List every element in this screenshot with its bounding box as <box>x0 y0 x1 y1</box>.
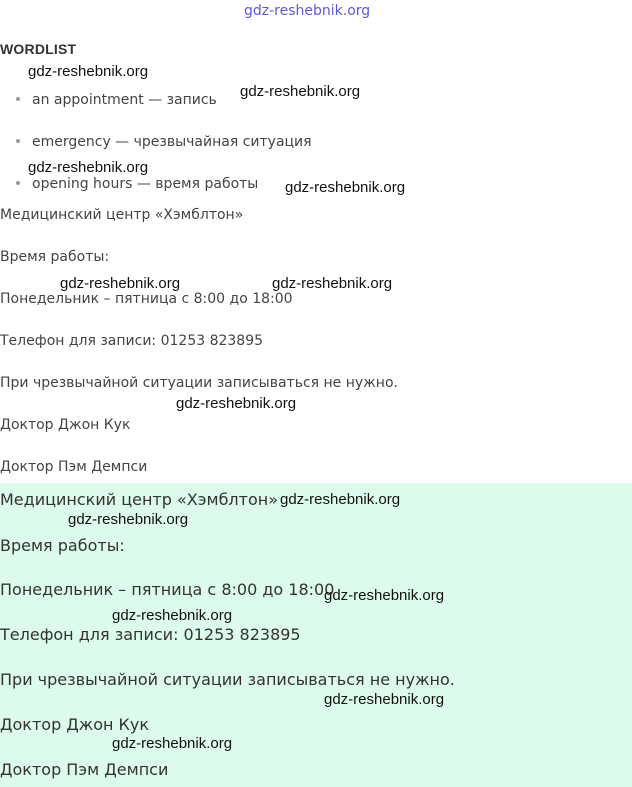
wordlist-item <box>16 177 258 191</box>
watermark: gdz-reshebnik.org <box>68 511 189 528</box>
answer-hours-label: Время работы: <box>0 536 125 555</box>
hours-label: Время работы: <box>0 249 110 265</box>
watermark: gdz-reshebnik.org <box>240 83 361 100</box>
bullet-icon <box>16 139 20 143</box>
watermark: gdz-reshebnik.org <box>280 491 401 508</box>
answer-hours-text: Понедельник – пятница с 8:00 до 18:00 <box>0 580 335 599</box>
center-name: Медицинский центр «Хэмблтон» <box>0 207 244 223</box>
wordlist-item-text: emergency — чрезвычайная ситуация <box>32 134 312 150</box>
doctor-1: Доктор Джон Кук <box>0 417 131 433</box>
watermark: gdz-reshebnik.org <box>272 275 393 292</box>
answer-emergency-text: При чрезвычайной ситуации записываться не нужно. <box>0 670 455 689</box>
watermark: gdz-reshebnik.org <box>176 395 297 412</box>
watermark: gdz-reshebnik.org <box>60 275 181 292</box>
wordlist-item-text: an appointment — запись <box>32 92 217 108</box>
hours-text: Понедельник – пятница с 8:00 до 18:00 <box>0 291 293 307</box>
bullet-icon <box>16 97 20 101</box>
bullet-icon <box>16 181 20 185</box>
wordlist-item-text: opening hours — время работы <box>32 176 259 192</box>
wordlist-item <box>16 93 217 107</box>
answer-phone-text: Телефон для записи: 01253 823895 <box>0 625 301 644</box>
watermark: gdz-reshebnik.org <box>324 691 445 708</box>
wordlist-item <box>16 135 312 149</box>
answer-center-name: Медицинский центр «Хэмблтон» <box>0 490 279 509</box>
phone-text: Телефон для записи: 01253 823895 <box>0 333 264 349</box>
answer-doctor-2: Доктор Пэм Демпси <box>0 760 169 779</box>
watermark: gdz-reshebnik.org <box>112 607 233 624</box>
watermark: gdz-reshebnik.org <box>28 159 149 176</box>
answer-doctor-1: Доктор Джон Кук <box>0 715 150 734</box>
watermark: gdz-reshebnik.org <box>285 179 406 196</box>
watermark-top: gdz-reshebnik.org <box>244 3 371 19</box>
wordlist-heading: WORDLIST <box>0 41 77 57</box>
watermark: gdz-reshebnik.org <box>112 735 233 752</box>
watermark: gdz-reshebnik.org <box>324 587 445 604</box>
watermark: gdz-reshebnik.org <box>28 63 149 80</box>
doctor-2: Доктор Пэм Демпси <box>0 459 148 475</box>
emergency-text: При чрезвычайной ситуации записываться не нужно. <box>0 375 398 391</box>
